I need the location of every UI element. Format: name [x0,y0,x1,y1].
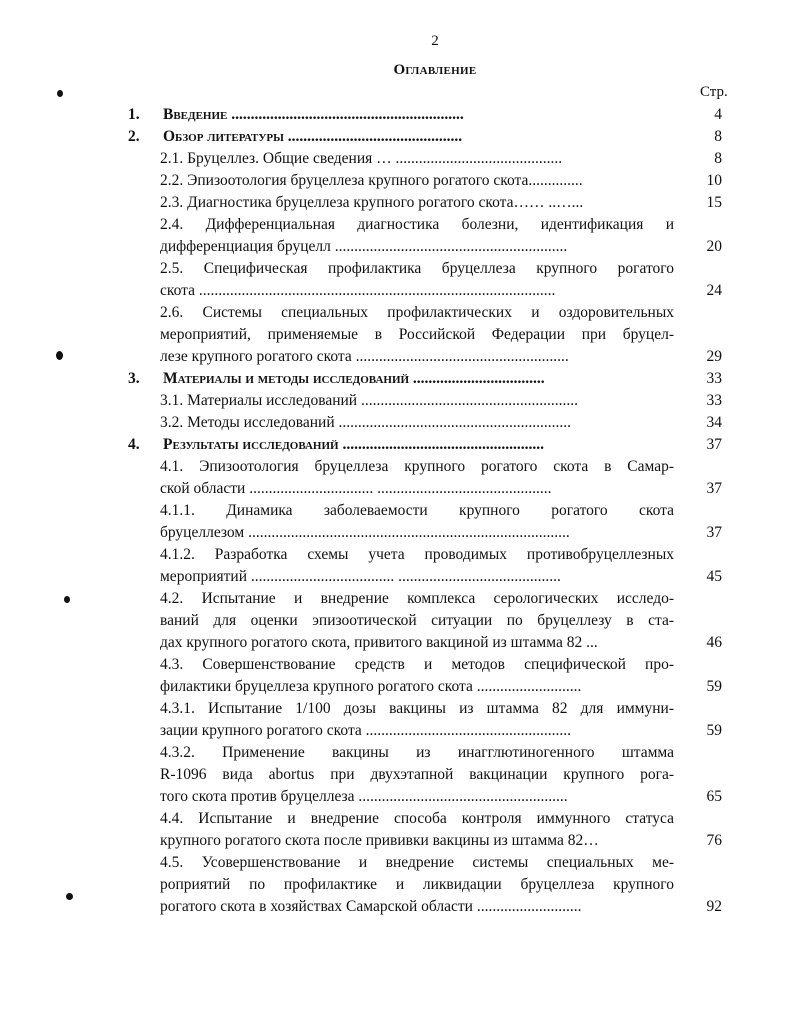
toc-entry [0,258,796,302]
toc-entry-text: R-1096 вида abortus при двухэтапной вакцинации крупного рога- [160,766,674,783]
toc-entry-page: 37 [706,436,722,453]
scan-speck [57,90,63,97]
toc-entry [0,390,796,412]
toc-entry [0,852,796,918]
toc-entry [0,742,796,808]
toc-entry-text: 4.3. Совершенствование средств и методов специфической про- [160,656,674,673]
toc-entry [0,170,796,192]
page-column-header: Стр. [700,84,728,100]
toc-entry [0,588,796,654]
scan-speck [56,351,63,360]
toc-entry-number: 4. [128,436,140,453]
toc-entry [0,500,796,544]
toc-entry-text: рогатого скота в хозяйствах Самарской области ........................... [160,898,582,915]
toc-entry-text: 2.3. Диагностика бруцеллеза крупного рогатого скота…… ..…... [160,194,584,211]
toc-entry-text: 4.2. Испытание и внедрение комплекса серологических исследо- [160,590,674,607]
toc-entry-number: 3. [128,370,140,387]
toc-entry-text: ваний для оценки эпизоотической ситуации по бруцеллезу в ста- [160,612,674,629]
toc-entry-text: мероприятий, применяемые в Российской Федерации при бруцел- [160,326,674,343]
toc-entry [0,434,796,456]
toc-entry-page: 8 [714,128,722,145]
toc-entry-text: 2.2. Эпизоотология бруцеллеза крупного рогатого скота.............. [160,172,583,189]
toc-entry [0,302,796,368]
toc-entry-page: 24 [706,282,722,299]
toc-entry [0,368,796,390]
toc-entry-page: 4 [714,106,722,123]
toc-entry-text: крупного рогатого скота после прививки вакцины из штамма 82… [160,832,599,849]
toc-entry-page: 33 [706,392,722,409]
toc-entry [0,654,796,698]
toc-entry-text: 4.3.1. Испытание 1/100 дозы вакцины из штамма 82 для иммуни- [160,700,674,717]
toc-entry-page: 59 [706,722,722,739]
toc-entry-page: 37 [706,480,722,497]
toc-entry-page: 34 [706,414,722,431]
toc-entry-text: дифференциация бруцелл ............................................................ [160,238,568,255]
scan-speck [64,596,70,603]
toc-entry-text: Результаты исследований .................................................... [163,436,544,453]
toc-entry-page: 46 [706,634,722,651]
toc-entry-page: 20 [706,238,722,255]
toc-entry [0,104,796,126]
toc-entry-text: роприятий по профилактике и ликвидации бруцеллеза крупного [160,876,674,893]
toc-entry-text: зации крупного рогатого скота ..................................................... [160,722,572,739]
toc-entry-page: 92 [706,898,722,915]
page-title: Оглавление [393,62,477,78]
toc-entry-page: 8 [714,150,722,167]
toc-entry-text: 2.1. Бруцеллез. Общие сведения … ........................................... [160,150,563,167]
scan-speck [66,893,73,900]
toc-entry-text: 2.4. Дифференциальная диагностика болезни, идентификация и [160,216,674,233]
toc-entry-text: скота ............................................................................................ [160,282,556,299]
toc-entry [0,214,796,258]
toc-entry [0,544,796,588]
toc-entry-text: Обзор литературы ............................................. [163,128,463,145]
toc-entry-text: филактики бруцеллеза крупного рогатого скота ........................... [160,678,582,695]
toc-entry-page: 76 [706,832,722,849]
toc-entry [0,698,796,742]
toc-entry-text: мероприятий ..................................... .......................................... [160,568,561,585]
toc-entry-number: 1. [128,106,140,123]
toc-entry [0,456,796,500]
toc-entry-text: 4.3.2. Применение вакцины из инагглютиногенного штамма [160,744,674,761]
toc-entry-text: 2.6. Системы специальных профилактических и оздоровительных [160,304,674,321]
toc-entry-page: 65 [706,788,722,805]
toc-entry-number: 2. [128,128,140,145]
toc-entry-text: 4.4. Испытание и внедрение способа контроля иммунного статуса [160,810,674,827]
toc-entry-page: 45 [706,568,722,585]
toc-entry-page: 33 [706,370,722,387]
toc-entry-text: 4.1.2. Разработка схемы учета проводимых противобруцеллезных [160,546,674,563]
toc-entry [0,412,796,434]
toc-entry [0,192,796,214]
toc-entry-text: 4.1.1. Динамика заболеваемости крупного рогатого скота [160,502,674,519]
toc-entry [0,126,796,148]
toc-entry-text: того скота против бруцеллеза ...................................................... [160,788,568,805]
toc-entry-text: 2.5. Специфическая профилактика бруцеллеза крупного рогатого [160,260,674,277]
toc-entry-page: 10 [706,172,722,189]
page-number: 2 [431,33,439,49]
toc-entry [0,148,796,170]
toc-entry-text: Материалы и методы исследований .................................. [163,370,545,387]
toc-entry-text: 3.1. Материалы исследований ........................................................ [160,392,578,409]
toc-entry-page: 37 [706,524,722,541]
toc-entry-page: 59 [706,678,722,695]
toc-entry-text: 4.1. Эпизоотология бруцеллеза крупного рогатого скота в Самар- [160,458,674,475]
toc-entry-page: 15 [706,194,722,211]
toc-entry-text: дах крупного рогатого скота, привитого вакциной из штамма 82 ... [160,634,598,651]
toc-entry-text: 4.5. Усовершенствование и внедрение системы специальных ме- [160,854,674,871]
toc-entry-page: 29 [706,348,722,365]
toc-entry-text: ской области ................................ ............................................. [160,480,552,497]
toc-entry-text: 3.2. Методы исследований ............................................................ [160,414,571,431]
toc-entry-text: лезе крупного рогатого скота ....................................................... [160,348,569,365]
toc-entry-text: бруцеллезом ................................................................................... [160,524,570,541]
toc-entry [0,808,796,852]
toc-entry-text: Введение ............................................................ [163,106,464,123]
